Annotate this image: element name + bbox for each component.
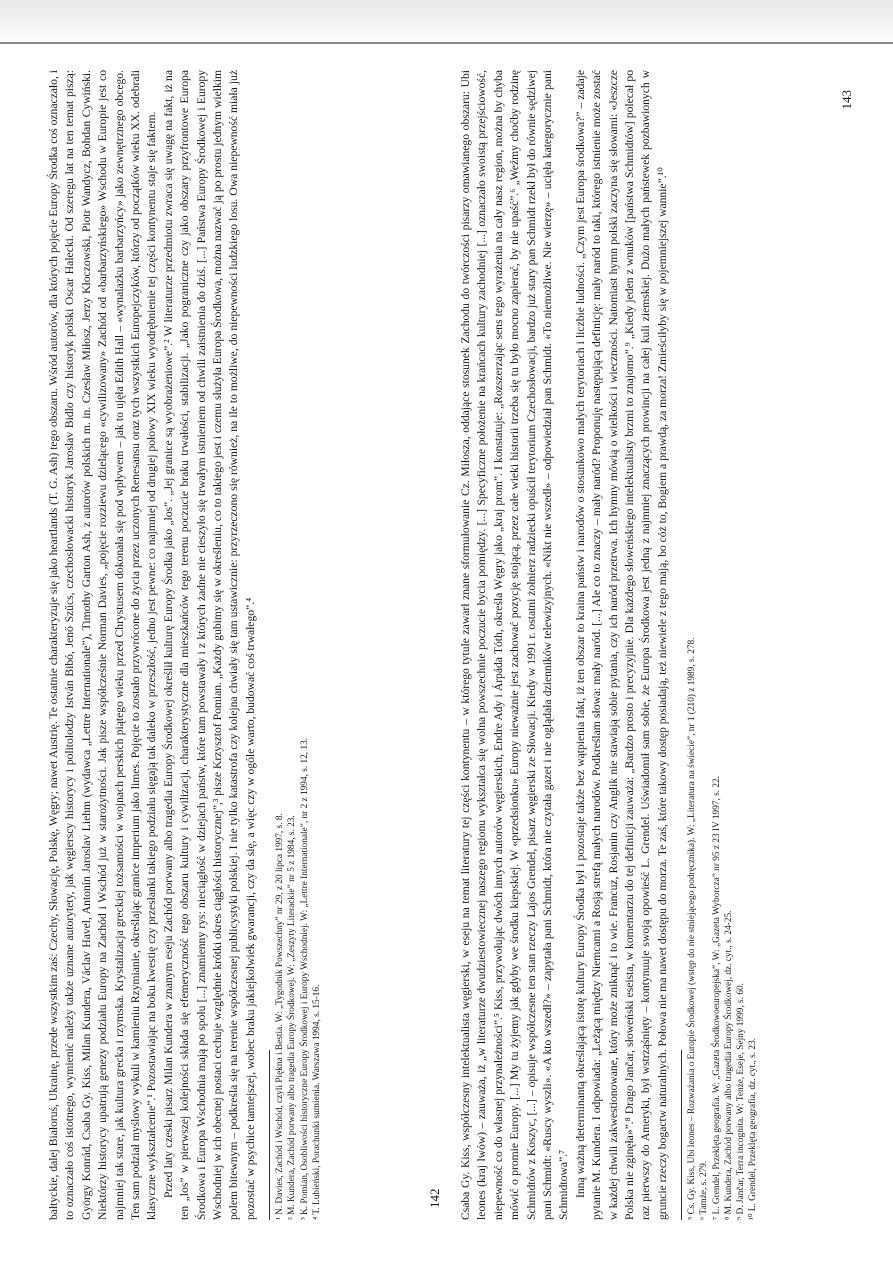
footnote-rule — [681, 1050, 682, 1220]
page-143 — [452, 50, 857, 1240]
footnote: ⁸ M. Kundera, Zachód porwany albo tragedia Europy Środkowej, dz. cyt., s. 24-25. — [723, 910, 734, 1220]
footnote: ¹ N. Davies, Zachód i Wschód, czyli Piękna i Bestia. W: „Tygodnik Powszechny” nr 29, z 20 lipca 1997, s. 8. — [275, 813, 286, 1220]
footnote: ³ K. Pomian, Osobliwości historyczne Europy Środkowej i Europy Wschodniej. W: „Lettre Internationale”, nr 2 z 1994, s. 12, 13. — [299, 737, 310, 1220]
scan-border-line — [0, 42, 893, 44]
scan-top-edge — [0, 0, 893, 48]
footnote: ⁴ T. Lubieński, Porachunki sumienia. Warszawa 1994, s. 15-16. — [311, 984, 322, 1220]
paragraph: bałtyckie, dalej Białoruś, Ukrainę, przede wszystkim zaś: Czechy, Słowację, Polskę, Węgry; nawet Austrię. Te ostatnie charakteryzuje się jako heartlands (T. G. Ash) tego obszaru. Wśród autorów, dla których pojęcie Europy Środka coś oznaczało, i to oznaczało coś istotnego, wymienić należy także uznane autorytety, jak węgierscy historycy i politolodzy István Bibó, Jenő Szűcs, czechosłowacki historyk Jaroslav Bidlo czy historyk polski Oscar Halecki. Od szeregu lat na ten temat piszą: György Konrád, Csaba Gy. Kiss, Milan Kundera, Václav Havel, Antonín Jaroslav Liehm (wydawca „Lettre Internationale”), Timothy Garton Ash, z autorów polskich m. in. Czesław Miłosz, Jerzy Kłoczowski, Piotr Wandycz, Bohdan Cywiński. Niektórzy historycy upatrują genezy podziału Europy na Zachód i Wschód już w starożytności. Jak pisze współcześnie Norman Davies, „pojęcie rozziewu dzielącego «cywilizowany» Zachód od «barbarzyńskiego» Wschodu w Europie jest co najmniej tak stare, jak kultura grecka i rzymska. Krystalizacja greckiej tożsamości w wojnach perskich piątego wieku przed Chrystusem dokonała się pod wpływem – jak to ujęła Edith Hall – «wynalazku barbarzyńcy» jako zewnętrznego obcego. Ten sam podział myślowy wykuli w kamieniu Rzymianie, określając granice imperium jako limes. Pojęcie to zostało przywrócone do życia przez uczonych Renesansu oraz tych wszystkich Europejczyków, którzy od początków wieku XX. odebrali klasyczne wykształcenie”.¹ Pozostawiając na boku kwestię czy przesłanki takiego podziału sięgają tak daleko w przeszłość, jedno jest pewne: co najmniej od drugiej połowy XIX wieku wyodrębnienie tej części kontynentu staje się faktem. — [47, 70, 159, 1220]
paragraph: Csaba Gy. Kiss, współczesny intelektualista węgierski, w eseju na temat literatury tej części kontynentu – w którego tytule zawarł znane sformułowanie Cz. Miłosza, oddające stosunek Zachodu do twórczości pisarzy omawianego obszaru: Ubi leones (kraj lwów) – zauważa, iż „w literaturze dwudziestowiecznej naszego regionu wykształca się wolna powszechnie poczucie bycia pomiędzy. [...] Specyficzne położenie na krańcach kultury zachodniej [...] oznaczało swoistą przejściowość, niepewność co do własnej przynależności”.⁵ Kiss, przywołując dwóch innych autorów węgierskich, Endre Ady i Árpáda Tóth, określa Węgry jako „kraj prom”. I konstatuje: „Rozszerzając sens tego wyrażenia na cały nasz region, można by chyba mówić o promie Europy. [...] My tu żyjemy jak gdyby we środku kiepskiej. W «przedsionku» Europy nieważnie jest zachować pozycję stojącą, przez całe wieki historii trzeba się tu było mocno zapierać, by nie upaść”.⁶ „Weźmy choćby rodzinę Schmidtów z Koszyc, [...] – opisuje współczesne ten stan rzeczy Lajos Grendel, pisarz węgierski ze Słowacji. Kiedy w 1991 r. ostatni żołnierz radziecki opuścił terytorium Czechosłowacji, bardzo już stary pan Schmidt rzekł był do równie sędziwej pani Schmidt: «Ruscy wyszli». «A kto wszedł?» – zapytała pani Schmidt, która nie czytała gazet i nie oglądała dzienników telewizyjnych. «Nikt nie wszedł» – odpowiedział pan Schmidt. «To niemożliwe. Nie wierzę» – ucięła kategorycznie pani Schmidtowa”.⁷ — [459, 70, 571, 1220]
page-number: 142 — [427, 1188, 442, 1208]
footnotes — [686, 70, 759, 1220]
footnotes — [274, 70, 323, 1220]
page-number: 143 — [839, 90, 854, 110]
footnote: ² M. Kundera, Zachód porwany albo tragedia Europy Środkowej. W: „Zeszyty Literackie” nr 5 z 1984, s. 23. — [287, 815, 298, 1220]
paragraph: Inną ważną determinantą określającą istotę kultury Europy Środka był i pozostaje także bez wątpienia fakt, iż ten obszar to kraina państw i narodów o stosunkowo małych terytoriach i liczbie ludności. „Czym jest Europa środkowa?” – zadaje pytanie M. Kundera. I odpowiada: „Leżącą między Niemcami a Rosją strefą małych narodów. Podkreślam słowa: mały naród. [...] Ale co to znaczy – mały naród? Proponuję następującą definicję: mały naród to taki, którego istnienie może zostać w każdej chwili zakwestionowane, który może zniknąć i to wie. Francuz, Rosjanin czy Anglik nie stawiają sobie pytania, czy ich naród przetrwa. Ich hymny mówią o wielkości i wieczności. Natomiast hymn polski zaczyna się słowami: «Jeszcze Polska nie zginęła»”.⁸ Drago Jančar, słoweński eseista, w komentarzu do tej definicji zauważa: „Bardzo prosto i precyzyjnie. Dla każdego słoweńskiego intelektualisty brzmi to znajomo”.⁹ „Kiedy jeden z wnuków [państwa Schmidtów] polecał po raz pierwszy do Ameryki, był wstrząśnięty – kontynuuje swoją opowieść L. Grendel. Uświadomił sam sobie, że Europa Środkowa jest jedną z najmniej znaczących prowincji na całej kuli ziemskiej. Dużo małych państewek pozbawionych w gruncie rzeczy bogactw naturalnych. Połowa nie ma nawet dostępu do morza. Te zaś, które takowy dostęp posiadają, też niewiele z tego mają, bo cóż to, Bogiem a prawdą, za morza! Zmieściłyby się w pojemniejszej wannie”.¹⁰ — [573, 70, 669, 1220]
footnote-rule — [269, 1050, 270, 1220]
footnote: ¹⁰ L. Grendel, Przeklęta geografia, dz. cyt., s. 23. — [748, 1037, 759, 1220]
main-text — [458, 70, 671, 1220]
footnote: ⁵ Cs. Gy. Kiss, Ubi leones – Rozważania o Europie Środkowej (wstęp do nie stniejącego podręcznika). W: „Literatura na świecie”, nr 1 (210) z 1989, s. 278. — [687, 637, 698, 1220]
footnote: ⁷ L. Grendel, Przeklęta geografia. W: „Gazeta Środkowoeuropejska”, W: „Gazeta Wyborcza” nr 95 z 23 IV 1997, s. 22. — [711, 775, 722, 1220]
footnote: ⁶ Tamże, s. 279. — [699, 1160, 710, 1220]
page-142 — [40, 50, 445, 1240]
footnote: ⁹ D. Jančar, Terra incognita. W: Tenże, Eseje, Sejny 1999, s. 60. — [736, 983, 747, 1220]
main-text — [46, 70, 259, 1220]
paragraph: Przed laty czeski pisarz Milan Kundera w znanym eseju Zachód porwany albo tragedia Europy Środkowej określił kulturę Europy Środka jako „los”. „Jej granice są wyobrażeniowe”.² W literaturze przedmiotu zwraca się uwagę na fakt, iż na ten „los” w pierwszej kolejności składa się efemeryczność tego obszaru kultury i cywilizacji, charakterystyczne dla mieszkańców tego terenu poczucie braku trwałości, stabilizacji. „Jako pograniczne czy jako obszary przyfrontowe Europa Środkowa i Europa Wschodnia mają po społu [...] znamienny rys: nieciągłość w dziejach państw, które tam powstawały i z których żadne nie cieszyło się trwałym istnieniem od chwili zaistnienia do dziś. [...] Państwa Europy Środkowej i Europy Wschodniej w ich obecnej postaci cechuje względnie krótki okres ciągłości historycznej”,³ pisze Krzysztof Pomian. „Każdy gubimy się w określeniu, co to takiego jest i czemu służyła Europa Środkowa, można nazwać ją po prostu jednym wielkim polem bitewnym – podkreśla się na terenie współczesnej publicystyki polskiej. I nie tylko katastrofa czy kolejna chwiały się tam ustawicznie: przyrzeczono się również, na ile to możliwe, do niepewności ludzkiego losu. Owa niepewność miała już pozostać w psychice tamtejszej, wobec braku jakiejkolwiek gwarancji, czy da się, a więc czy w ogóle warto, budować coś trwałego”.⁴ — [161, 70, 257, 1220]
